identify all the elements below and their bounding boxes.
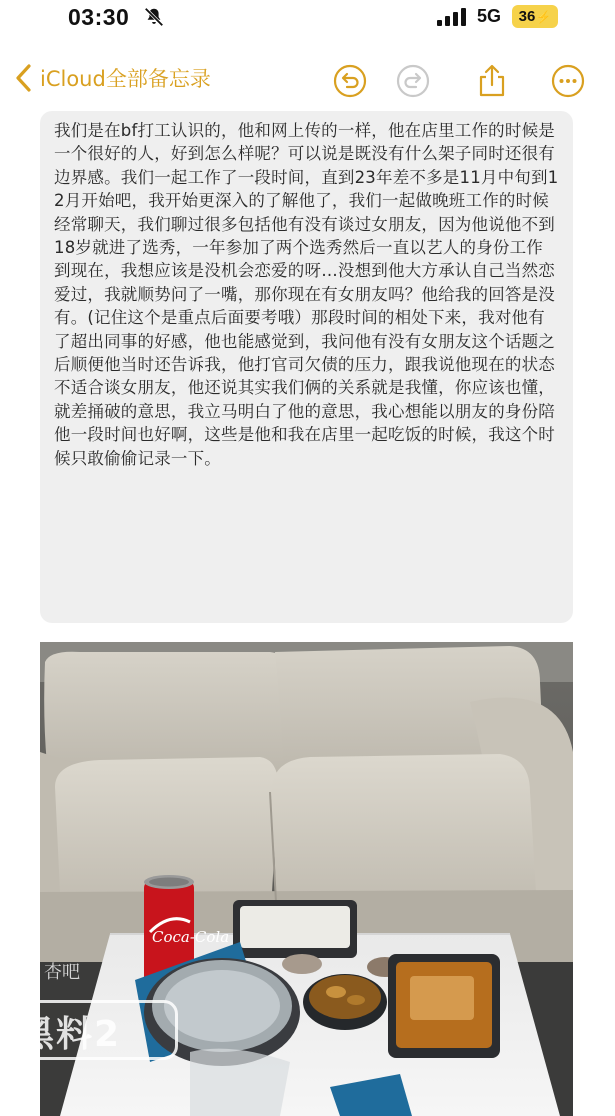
more-icon[interactable]: [551, 64, 585, 98]
redo-icon[interactable]: [396, 64, 430, 98]
watermark-text: 黑料2: [18, 1014, 122, 1055]
battery-indicator: [512, 5, 558, 28]
back-button[interactable]: [14, 62, 211, 94]
battery-level: 36: [518, 8, 536, 25]
note-text-block[interactable]: [40, 111, 573, 623]
signal-icon: [437, 8, 469, 26]
nav-bar: [0, 56, 615, 106]
undo-icon[interactable]: [333, 64, 367, 98]
watermark-top-text: 杏吧: [44, 962, 80, 983]
chevron-left-icon: [14, 62, 34, 94]
status-time: 03:30: [68, 4, 130, 30]
charging-icon: ⚡: [536, 9, 552, 24]
note-body: 我们是在bf打工认识的，他和网上传的一样，他在店里工作的时候是一个很好的人，好到怎么样呢？可以说是既没有什么架子同时还很有边界感。我们一起工作了一段时间，直到23年差不多是11月中旬到12月开始吧，我开始更深入的了解他了，我们一起做晚班工作的时候经常聊天，我们聊过很多包括他有没有谈过女朋友，因为他说他不到18岁就进了选秀，一年参加了两个选秀然后一直以艺人的身份工作到现在，我想应该是没机会恋爱的呀…没想到他大方承认自己当然恋爱过，我就顺势问了一嘴，那你现在有女朋友吗？他给我的回答是没有。(记住这个是重点后面要考哦）那段时间的相处下来，我对他有了超出同事的好感，他也能感觉到，我问他有没有女朋友这个话题之后顺便他当时还告诉我，他打官司欠债的压力，跟我说他现在的状态不适合谈女朋友，他还说其实我们俩的关系就是我懂，你应该也懂，就差捅破的意思，我立马明白了他的意思，我心想能以朋友的身份陪他一段时间也好啊，这些是他和我在店里一起吃饭的时候，我这个时候只敢偷偷记录一下。: [54, 121, 559, 468]
share-icon[interactable]: [475, 64, 509, 98]
bell-off-icon: [143, 6, 165, 28]
network-type: 5G: [477, 6, 502, 26]
back-label: iCloud全部备忘录: [40, 67, 211, 91]
status-bar: [0, 0, 615, 36]
can-label: Coca-Cola: [152, 928, 230, 946]
